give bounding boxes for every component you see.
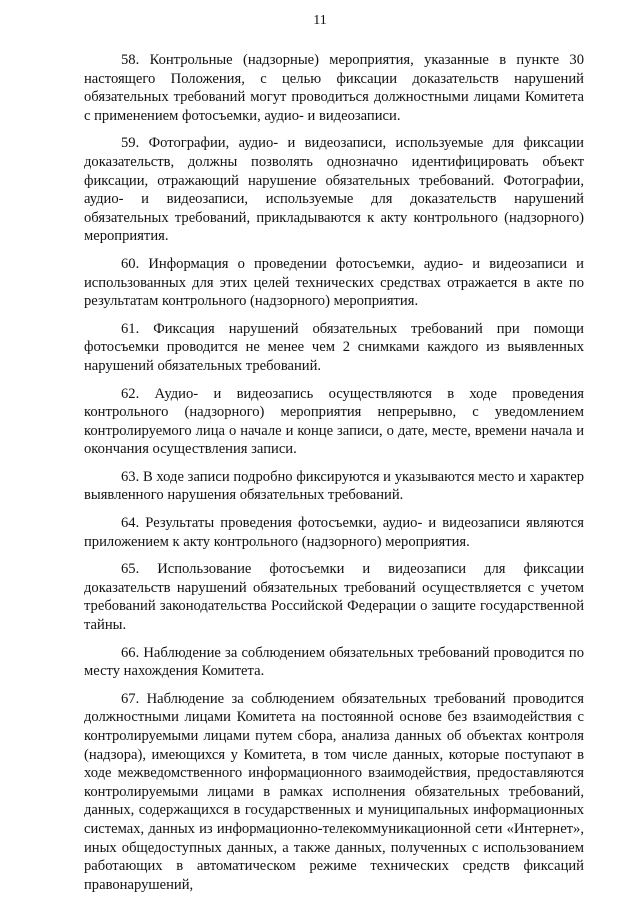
paragraph-63: 63. В ходе записи подробно фиксируются и указываются место и характер выявленного нарушения обязательных требований.: [84, 468, 584, 504]
paragraph-58: 58. Контрольные (надзорные) мероприятия, указанные в пункте 30 настоящего Положения, с целью фиксации доказательств нарушений обязательных требований могут проводиться должностными лицами Комитета с применением фотосъемки, аудио- и видеозаписи.: [84, 52, 584, 124]
paragraph-59: 59. Фотографии, аудио- и видеозаписи, используемые для фиксации доказательств, должны позволять однозначно идентифицировать объект фиксации, отражающий нарушение обязательных требований. Фотографии, аудио- и видеозаписи, используемые для доказательств нарушений обязательных требований, прикладываются к акту контрольного (надзорного) мероприятия.: [84, 135, 584, 245]
paragraph-62: 62. Аудио- и видеозапись осуществляются в ходе проведения контрольного (надзорного) мероприятия непрерывно, с уведомлением контролируемого лица о начале и конце записи, о дате, месте, времени начала и окончания осуществления записи.: [84, 385, 584, 458]
paragraph-60: 60. Информация о проведении фотосъемки, аудио- и видеозаписи и использованных для этих целей технических средствах отражается в акте по результатам контрольного (надзорного) мероприятия.: [84, 255, 584, 310]
paragraph-67: 67. Наблюдение за соблюдением обязательных требований проводится должностными лицами Комитета на постоянной основе без взаимодействия с контролируемыми лицами путем сбора, анализа данных об объектах контроля (надзора), имеющихся у Комитета, в том числе данных, которые поступают в ходе межведомственного информационного взаимодействия, предоставляются контролируемыми лицами в рамках исполнения обязательных требований, данных, содержащихся в государственных и муниципальных информационных системах, данных из информационно-телекоммуникационной сети «Интернет», иных общедоступных данных, а также данных, полученных с использованием работающих в автоматическом режиме технических средств фиксаций правонарушений,: [84, 690, 584, 893]
page-number: 11: [313, 13, 327, 28]
paragraph-66: 66. Наблюдение за соблюдением обязательных требований проводится по месту нахождения Комитета.: [84, 644, 584, 680]
paragraph-64: 64. Результаты проведения фотосъемки, аудио- и видеозаписи являются приложением к акту контрольного (надзорного) мероприятия.: [84, 515, 584, 550]
document-body: [84, 51, 584, 894]
paragraph-61: 61. Фиксация нарушений обязательных требований при помощи фотосъемки проводится не менее чем 2 снимками каждого из выявленных нарушений обязательных требований.: [84, 320, 584, 374]
paragraph-65: 65. Использование фотосъемки и видеозаписи для фиксации доказательств нарушений обязательных требований осуществляется с учетом требований законодательства Российской Федерации о защите государственной тайны.: [84, 561, 584, 634]
